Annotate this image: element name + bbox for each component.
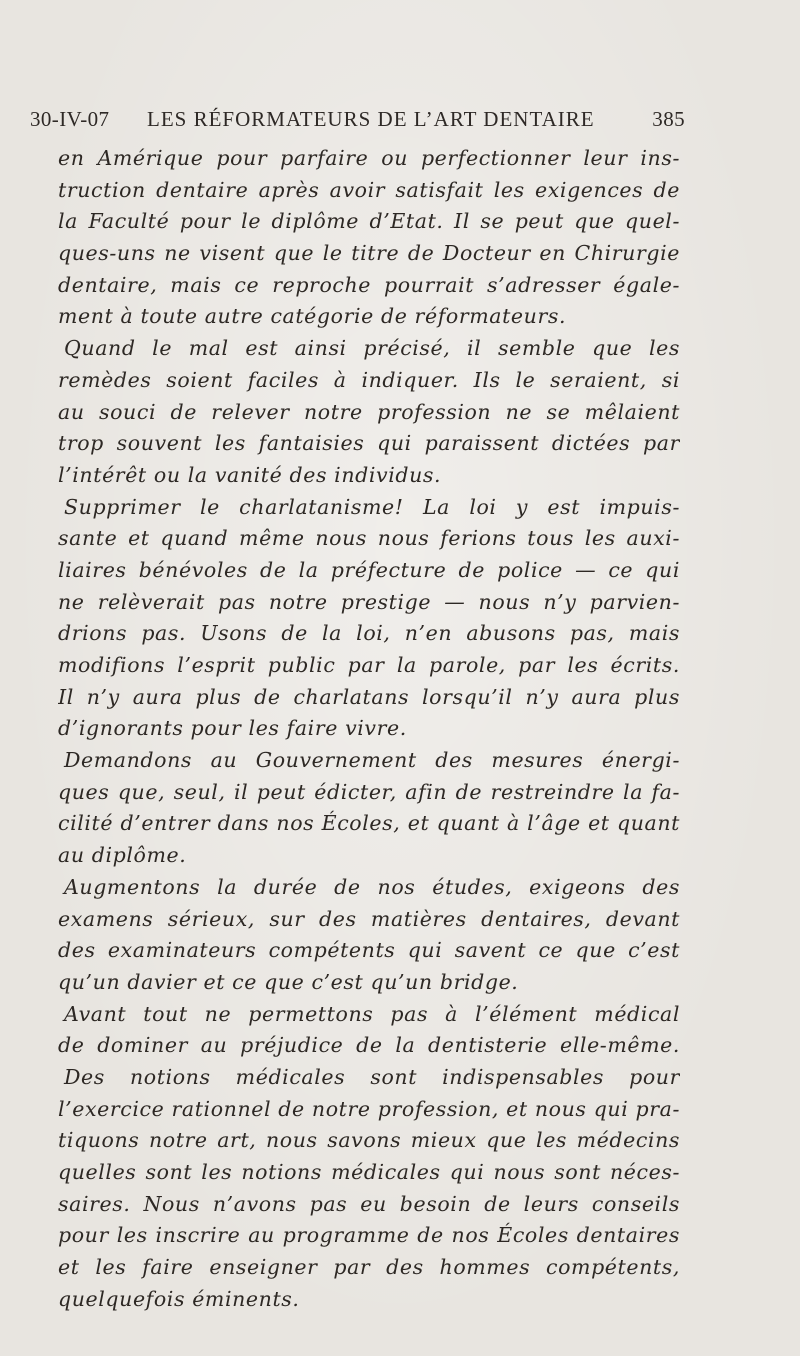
text-line: Augmentons la durée de nos études, exigeons des: [64, 874, 680, 899]
text-line: d’ignorants pour les faire vivre.: [58, 716, 407, 741]
text-line: tiquons notre art, nous savons mieux que les médecins: [58, 1128, 680, 1153]
text-line: trop souvent les fantaisies qui paraissent dictées par: [58, 431, 680, 456]
body-text: [58, 143, 680, 1315]
text-line: drions pas. Usons de la loi, n’en abusons pas, mais: [58, 621, 680, 646]
text-line: de dominer au préjudice de la dentisterie elle-même.: [58, 1033, 680, 1058]
running-title: LES RÉFORMATEURS DE L’ART DENTAIRE: [147, 107, 595, 131]
text-line: Avant tout ne permettons pas à l’élément médical: [64, 1001, 680, 1026]
text-line: qu’un davier et ce que c’est qu’un bridge.: [58, 969, 519, 994]
text-line: examens sérieux, sur des matières dentaires, devant: [58, 906, 680, 931]
text-line: la Faculté pour le diplôme d’Etat. Il se peut que quel-: [58, 209, 680, 234]
text-line: ne relèverait pas notre prestige — nous n’y parvien-: [58, 589, 680, 614]
text-line: ques-uns ne visent que le titre de Docteur en Chirurgie: [58, 241, 680, 266]
text-line: remèdes soient faciles à indiquer. Ils le seraient, si: [58, 367, 680, 392]
page-number: 385: [652, 107, 685, 131]
text-line: au diplôme.: [58, 843, 187, 868]
text-line: l’exercice rationnel de notre profession, et nous qui pra-: [58, 1096, 680, 1121]
text-line: quelles sont les notions médicales qui nous sont néces-: [58, 1160, 680, 1184]
text-line: Quand le mal est ainsi précisé, il semble que les: [64, 336, 680, 361]
text-line: Il n’y aura plus de charlatans lorsqu’il n’y aura plus: [58, 684, 680, 709]
text-line: liaires bénévoles de la préfecture de police — ce qui: [58, 557, 680, 582]
text-line: ment à toute autre catégorie de réformateurs.: [58, 304, 567, 329]
text-line: et les faire enseigner par des hommes compétents,: [58, 1255, 680, 1280]
text-line: des examinateurs compétents qui savent ce que c’est: [58, 938, 680, 963]
header-date: 30-IV-07: [30, 107, 110, 131]
text-line: Des notions médicales sont indispensables pour: [64, 1064, 680, 1089]
running-header: [30, 107, 685, 139]
text-line: l’intérêt ou la vanité des individus.: [58, 462, 442, 487]
text-line: au souci de relever notre profession ne se mêlaient: [58, 399, 680, 424]
text-line: sante et quand même nous nous ferions tous les auxi-: [58, 526, 680, 551]
text-line: Supprimer le charlatanisme! La loi y est impuis-: [64, 494, 680, 519]
text-line: quelquefois éminents.: [58, 1286, 300, 1311]
text-line: ques que, seul, il peut édicter, afin de restreindre la fa-: [58, 779, 680, 804]
text-line: modifions l’esprit public par la parole, par les écrits.: [58, 653, 680, 677]
text-line: truction dentaire après avoir satisfait les exigences de: [58, 177, 680, 202]
text-line: pour les inscrire au programme de nos Écoles dentaires: [58, 1223, 680, 1248]
text-line: dentaire, mais ce reproche pourrait s’adresser égale-: [58, 272, 680, 297]
text-line: Demandons au Gouvernement des mesures énergi-: [64, 748, 680, 773]
text-line: cilité d’entrer dans nos Écoles, et quant à l’âge et quant: [58, 811, 680, 836]
text-line: saires. Nous n’avons pas eu besoin de leurs conseils: [58, 1191, 680, 1216]
text-line: en Amérique pour parfaire ou perfectionner leur ins-: [58, 146, 680, 170]
